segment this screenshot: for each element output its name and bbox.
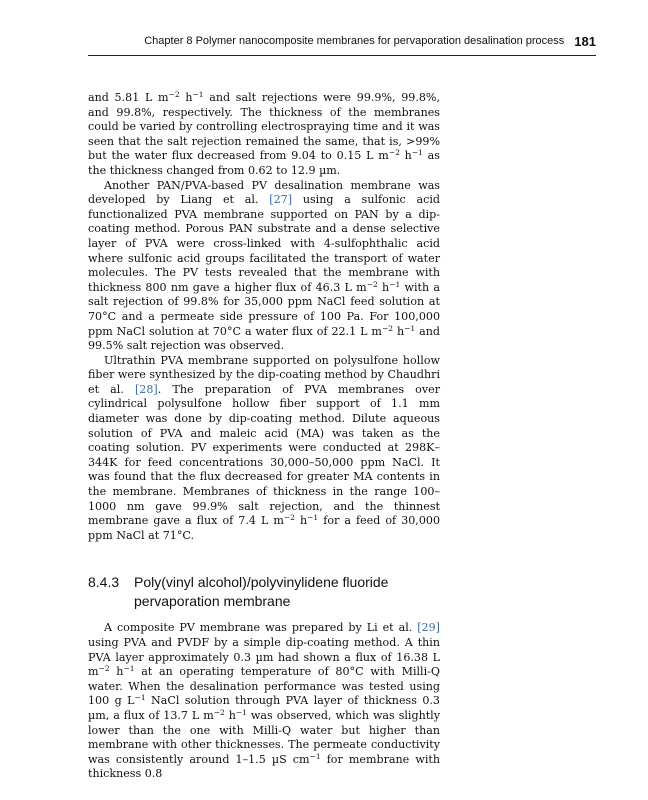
chapter-title: Chapter 8 Polymer nanocomposite membranes for pervaporation desalination process — [144, 35, 565, 47]
running-header — [88, 30, 596, 52]
citation-link[interactable]: [28] — [134, 382, 158, 396]
paragraph-1: and 5.81 L $m^{-2}$ $h^{-1}$ and salt rejections were 99.9%, 99.8%, and 99.8%, respectively. The thickness of the membranes could be varied by controlling electrospraying time and it was seen that the salt rejection remained the same, that is, >99% but the water flux decreased from 9.04 to 0.15 L $m^{-2}$ $h^{-1}$ as the thickness changed from 0.62 to 12.9 µm. — [88, 90, 441, 177]
citation-link[interactable]: [29] — [417, 621, 440, 635]
paragraph-3: Ultrathin PVA membrane supported on polysulfone hollow fiber were synthesized by the dip-coating method by Chaudhri et al. [28]. The preparation of PVA membranes over cylindrical polysulfone hollow fiber support of 1.1 mm diameter was done by dip-coating method. Dilute aqueous solution of PVA and maleic acid (MA) was taken as the coating solution. PV experiments were conducted at 298K–344K for feed concentrations 30,000–50,000 ppm NaCl. It was found that the flux decreased for greater MA contents in the membrane. Membranes of thickness in the range 100–1000 nm gave 99.9% salt rejection, and the thinnest membrane gave a flux of 7.4 L $m^{-2}$ $h^{-1}$ for a feed of 30,000 ppm NaCl at 71°C. — [88, 353, 441, 542]
page-number: 181 — [574, 33, 596, 49]
section-heading — [88, 573, 440, 611]
paragraph-4: A composite PV membrane was prepared by Li et al. [29] using PVA and PVDF by a simple dip-coating method. A thin PVA layer approximately 0.3 µm had shown a flux of 16.38 L $m^{-2}$ $h^{-1}$ at an operating temperature of 80°C with Milli-Q water. When the desalination performance was tested using 100 g $L^{-1}$ NaCl solution through PVA layer of thickness 0.3 µm, a flux of 13.7 L $m^{-2}$ $h^{-1}$ was observed, which was slightly lower than the one with Milli-Q water but higher than membrane with other thicknesses. The permeate conductivity was consistently around 1–1.5 µS $cm^{-1}$ for membrane with thickness 0.8 — [88, 621, 441, 781]
citation-link[interactable]: [27] — [269, 193, 293, 207]
section-number: 8.4.3 — [88, 574, 120, 591]
paragraph-2: Another PAN/PVA-based PV desalination membrane was developed by Liang et al. [27] using a sulfonic acid functionalized PVA membrane supported on PAN by a dip-coating method. Porous PAN substrate and a dense selective layer of PVA were cross-linked with 4-sulfophthalic acid where sulfonic acid groups facilitated the transport of water molecules. The PV tests revealed that the membrane with thickness 800 nm gave a higher flux of 46.3 L $m^{-2}$ $h^{-1}$ with a salt rejection of 99.8% for 35,000 ppm NaCl feed solution at 70°C and a permeate side pressure of 100 Pa. For 100,000 ppm NaCl solution at 70°C a water flux of 22.1 L $m^{-2}$ $h^{-1}$ and 99.5% salt rejection was observed. — [88, 178, 441, 353]
section-title: Poly(vinyl alcohol)/polyvinylidene fluoride pervaporation membrane — [134, 574, 389, 610]
body-text — [88, 91, 440, 782]
header-rule — [88, 55, 596, 56]
